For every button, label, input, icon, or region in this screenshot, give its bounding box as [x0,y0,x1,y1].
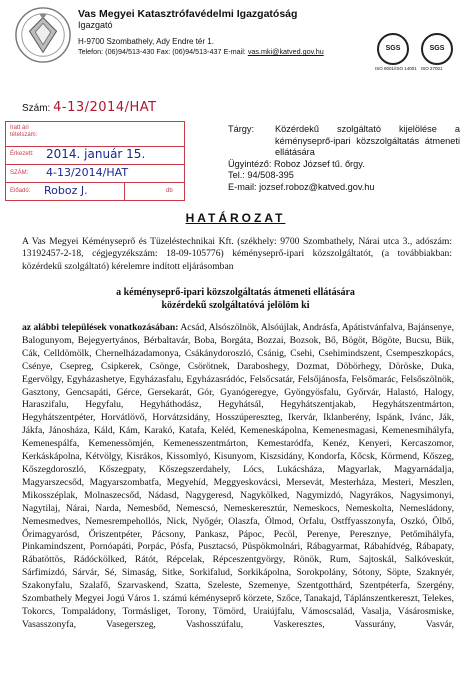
handwritten-reference: 4-13/2014/HAT [53,100,157,115]
stamp-officer-value: Roboz J. [44,184,88,197]
reference-label: Szám: [22,103,51,114]
certification-logos [377,33,461,73]
subject-value: Közérdekű szolgáltató kijelölése a kéményseprő-ipari közszolgáltatás átmeneti ellátására [275,124,460,157]
case-officer: Ügyintéző: Roboz József tű. őrgy. [228,158,365,169]
contact-phone-fax: Telefon: (06)94/513-430 Fax: (06)94/513-437 E-mail: [78,47,248,56]
subject-label: Tárgy: [228,124,255,134]
decision-subject-line-2: közérdekű szolgáltatóvá jelölöm ki [161,300,310,311]
stamp-received-date: 2014. január 15. [46,147,146,161]
stamp-number-value: 4-13/2014/HAT [46,166,129,179]
decision-subject [0,286,471,312]
case-officer-email: E-mail: jozsef.roboz@katved.gov.hu [228,181,375,192]
decision-subject-line-1: a kéményseprő-ipari közszolgáltatás átmeneti ellátására [116,287,355,298]
contact-email-link[interactable]: vas.mki@katved.gov.hu [247,47,324,56]
certification-badge-iso27001: SGS [421,33,453,65]
stamp-field-received-label: Érkezett: [10,151,34,157]
case-officer-phone: Tel.: 94/508-395 [228,170,294,180]
stamp-field-number-label: SZÁM: [10,170,29,176]
letterhead [78,8,378,56]
stamp-field-officer-label: Előadó: [10,188,31,194]
organization-contact [78,47,378,56]
certification-number-2: ISO 27001 [421,66,443,71]
stamp-field-filing-label: Iratt ári tételszám: [10,125,38,138]
organization-address: H-9700 Szombathely, Ady Endre tér 1. [78,37,214,46]
registration-stamp [5,121,185,201]
katasztrofavedelem-logo [14,6,72,64]
document-title: HATÁROZAT [185,211,286,225]
intro-paragraph: A Vas Megyei Kéményseprő és Tüzeléstechnikai Kft. (székhely: 9700 Szombathely, Nárai utca 3., adószám: 13192457-2-18, cégjegyzékszám: 18-09-105776) kéményseprő-ipari közszolgáltatót, (a továbbiakban: közérdekű szolgáltató) kérelemre indított eljárásomban [22,236,452,272]
organization-name: Vas Megyei Katasztrófavédelmi Igazgatóság [78,8,298,20]
settlements-names: Acsád, Alsószölnök, Alsóújlak, Andrásfa, Apátistvánfalva, Bajánsenye, Balogunyom, Bejegyertyános, Bérbaltavár, Boba, Borgáta, Bozzai, Bozsok, Bő, Bögöt, Bögöte, Bucsu, Bük, Cák, Celldömölk, Chernelházadamonya, Csákánydoroszló, Csánig, Csehi, Csehimindszent, Csempeszkopács, Csénye, Csepreg, Csipkerek, Csönge, Csörötnek, Daraboshegy, Dozmat, Döbörhegy, Döröske, Duka, Egervölgy, Egyházashetye, Egyházasfalu, Egyházasrádóc, Felsőcsatár, Felsőjánosfa, Felsőmarác, Felsőszölnök, Gasztony, Gencsapáti, Gérce, Gersekarát, Gór, Gyanógeregye, Gyöngyösfalu, Győrvár, Halastó, Halogy, Haraszifalu, Hegyfalu, Hegyháthodász, Hegyhátsál, Hegyhátszentjakab, Hegyhátszentmárton, Hegyhátszentpéter, Horvátlövő, Horvátzsidány, Hosszúpereszteg, Ikervár, Iklanberény, Ispánk, Ivánc, Ják, Jákfa, Jánosháza, Káld, Kám, Karakó, Katafa, Keléd, Kemeneskápolna, Kemenesmagasi, Kemenesmihályfa, Kemenespálfa, Kemenessömjén, Kemenesszentmárton, Kemestaródfa, Kenéz, Kenyeri, Kercaszomor, Kerkáskápolna, Kétvölgy, Kisrákos, Kissomlyó, Kisunyom, Kiszsidány, Kondorfa, Kőcsk, Körmend, Kőszeg, Kőszegdoroszló, Kőszegpaty, Kőszegszerdahely, Lócs, Lukácsháza, Magyarlak, Magyarnádalja, Magyarszecsőd, Magyarszombatfa, Megyehíd, Meggyeskovácsi, Mersevát, Mesterháza, Mesteri, Meszlen, Mikosszéplak, Molnaszecsőd, Nádasd, Nagygeresd, Nagykölked, Nagymizdó, Nagyrákos, Nagysimonyi, Nagytilaj, Nárai, Narda, Nemesbőd, Nemescsó, Nemeskeresztúr, Nemeskocs, Nemeskolta, Nemesládony, Nemesmedves, Nemesrempehollós, Nick, Nyőgér, Olaszfa, Ölmod, Orfalu, Ostffyasszonyfa, Oszkó, Ölbő, Őrimagyarósd, Őriszentpéter, Pácsony, Pankasz, Pápoc, Pecöl, Perenye, Peresznye, Petőmihályfa, Pinkamindszent, Pornóapáti, Porpác, Pósfa, Pusztacsó, Püspökmolnári, Rábagyarmat, Rábahídvég, Rábapaty, Rábatöttös, Rádóckölked, Rátót, Répcelak, Répceszentgyörgy, Rönök, Rum, Sajtoskál, Salkóveskút, Sárfimizdó, Sárvár, Sé, Simaság, Sitke, Sorkifalud, Sorkikápolna, Sorokpolány, Sótony, Söpte, Szaknyér, Szakonyfalu, Szalafő, Szarvaskend, Szatta, Szeleste, Szemenye, Szentgotthárd, Szentpéterfa, Szergény, Szombathely Megyei Jogú Város 1. számú kéményseprő körzete, Szőce, Tanakajd, Táplánszentkereszt, Telekes, Tokorcs, Tompaládony, Tormásliget, Torony, Tömörd, Uraiújfalu, Vámoscsalád, Vasalja, Vásárosmiske, Vasasszonyfa, Vasegerszeg, Vashosszúfalu, Vaskeresztes, Vassurány, Vasvár, [22,322,454,630]
certification-badge-iso9001: SGS [377,33,409,65]
reference-number [22,100,157,115]
certification-number-1: ISO 9001/ISO 14001 [375,66,417,71]
organization-unit: Igazgató [78,20,113,30]
stamp-field-count-label: db [166,188,173,194]
settlements-lead: az alábbi települések vonatkozásában: [22,322,179,333]
subject-metadata [228,124,460,193]
settlements-list [22,322,454,632]
